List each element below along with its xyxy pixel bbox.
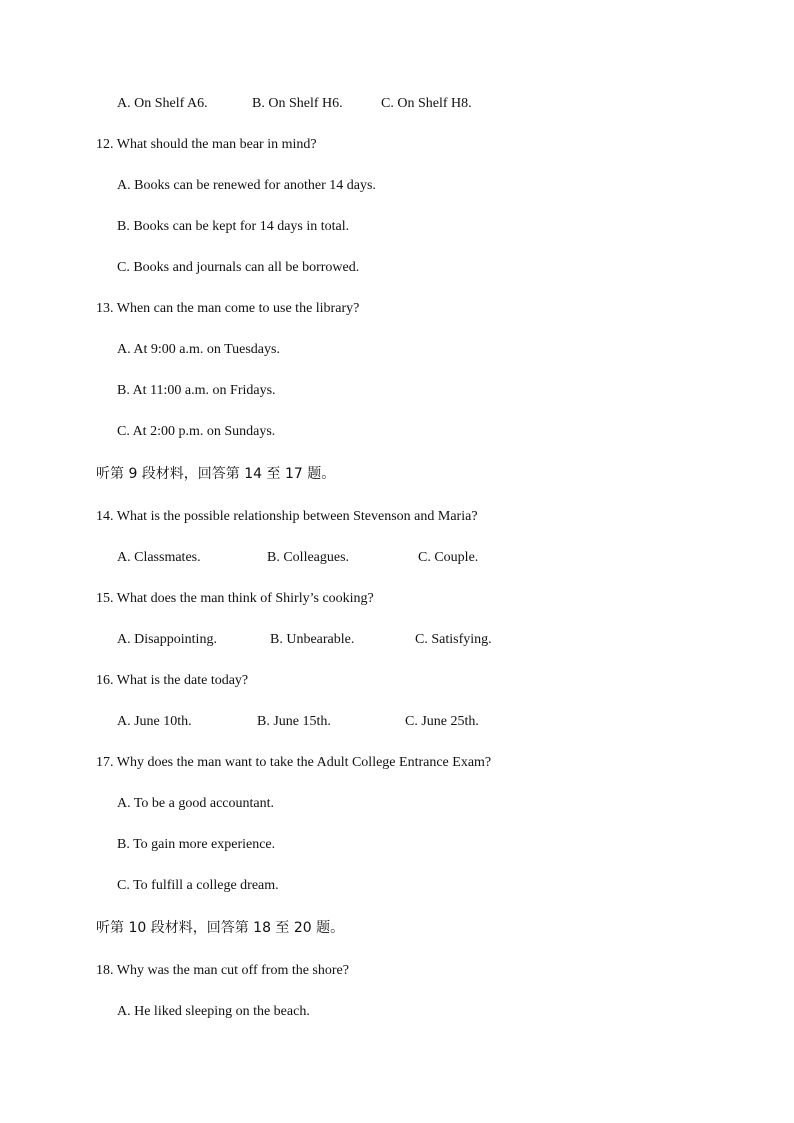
q13-question: 13. When can the man come to use the library? bbox=[96, 301, 360, 316]
q16-question: 16. What is the date today? bbox=[96, 673, 249, 688]
q18-option-a: A. He liked sleeping on the beach. bbox=[117, 1004, 310, 1019]
q15-option-a: A. Disappointing. bbox=[117, 632, 217, 647]
q17-option-a: A. To be a good accountant. bbox=[117, 796, 274, 811]
q14-option-c: C. Couple. bbox=[418, 550, 479, 565]
q18-question: 18. Why was the man cut off from the shore? bbox=[96, 963, 349, 978]
q16-option-a: A. June 10th. bbox=[117, 714, 192, 729]
q13-option-b: B. At 11:00 a.m. on Fridays. bbox=[117, 383, 276, 398]
q11-option-a: A. On Shelf A6. bbox=[117, 96, 208, 111]
q12-question: 12. What should the man bear in mind? bbox=[96, 137, 317, 152]
q11-option-b: B. On Shelf H6. bbox=[252, 96, 343, 111]
section-9-instruction: 听第 9 段材料，回答第 14 至 17 题。 bbox=[96, 466, 336, 482]
q17-option-b: B. To gain more experience. bbox=[117, 837, 276, 852]
q12-option-b: B. Books can be kept for 14 days in total. bbox=[117, 219, 350, 234]
q16-option-c: C. June 25th. bbox=[405, 714, 479, 729]
q14-option-a: A. Classmates. bbox=[117, 550, 201, 565]
q17-question: 17. Why does the man want to take the Adult College Entrance Exam? bbox=[96, 755, 492, 770]
q11-option-c: C. On Shelf H8. bbox=[381, 96, 472, 111]
q12-option-a: A. Books can be renewed for another 14 days. bbox=[117, 178, 376, 193]
section-10-instruction: 听第 10 段材料，回答第 18 至 20 题。 bbox=[96, 920, 345, 936]
q13-option-c: C. At 2:00 p.m. on Sundays. bbox=[117, 424, 276, 439]
q15-option-b: B. Unbearable. bbox=[270, 632, 355, 647]
q13-option-a: A. At 9:00 a.m. on Tuesdays. bbox=[117, 342, 280, 357]
q14-question: 14. What is the possible relationship between Stevenson and Maria? bbox=[96, 509, 478, 524]
q14-option-b: B. Colleagues. bbox=[267, 550, 350, 565]
q15-question: 15. What does the man think of Shirly’s cooking? bbox=[96, 591, 374, 606]
q17-option-c: C. To fulfill a college dream. bbox=[117, 878, 279, 893]
q16-option-b: B. June 15th. bbox=[257, 714, 331, 729]
q15-option-c: C. Satisfying. bbox=[415, 632, 492, 647]
q12-option-c: C. Books and journals can all be borrowed. bbox=[117, 260, 360, 275]
